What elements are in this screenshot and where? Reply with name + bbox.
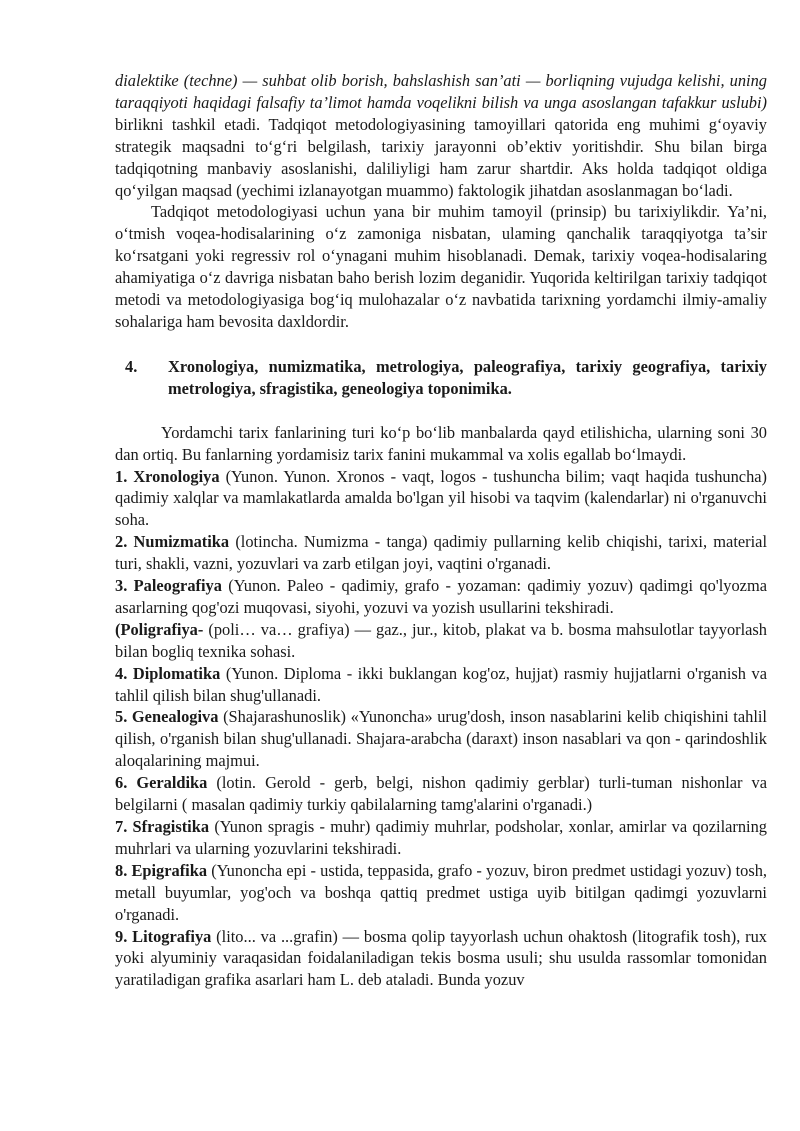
list-item-term: 2. Numizmatika: [115, 532, 230, 552]
list-item: [115, 926, 767, 992]
list-item: [115, 531, 767, 575]
list-item-term: 9. Litografiya: [115, 926, 212, 946]
list-item-term: 5. Genealogiva: [115, 707, 219, 727]
discipline-list: [115, 466, 767, 992]
list-item-description: (lotin. Gerold - gerb, belgi, nishon qadimiy gerblar) turli-tuman nishonlar va belgilarni ( masalan qadimiy turkiy qabilalarning tamg'alarini o'rganadi.): [115, 773, 768, 815]
list-item-description: (Yunon. Yunon. Xronos - vaqt, logos - tushuncha bilim; vaqt haqida tushuncha) qadimiy xalqlar va mamlakatlarda amalda bo'lgan yil hisobi va taqvim (kalendarlar) ni o'rganuvchi soha.: [115, 466, 767, 530]
list-item-description: (Yunon. Diploma - ikki buklangan kog'oz, hujjat) rasmiy hujjatlarni o'rganish va tahlil qilish bilan shug'ullanadi.: [115, 663, 767, 705]
list-item: [115, 772, 767, 816]
list-item-term: 1. Xronologiya: [115, 466, 220, 486]
list-item: [115, 575, 767, 619]
list-item-term: 3. Paleografiya: [115, 576, 222, 596]
section-number: 4.: [125, 356, 138, 376]
paragraph-2: Tadqiqot metodologiyasi uchun yana bir muhim tamoyil (prinsip) bu tarixiylikdir. Ya’ni, o‘tmish voqea-hodisalarining o‘z zamoniga nisbatan, ulaming qanchalik taraqqiyotga ta’sir ko‘rsatgani yoki regressiv rol o‘ynagani muhim hisoblanadi. Demak, tarixiy voqea-hodisalaring ahamiyatiga o‘z davriga nisbatan baho berish lozim deganidir. Yuqorida keltirilgan tarixiy tadqiqot metodi va metodologiyasiga bog‘iq mulohazalar o‘z navbatida tarixning yordamchi ilmiy-amaliy sohalariga ham bevosita daxldordir.: [115, 202, 767, 331]
list-item-term: 7. Sfragistika: [115, 817, 210, 836]
section-heading: [125, 356, 767, 400]
intro-paragraph: Yordamchi tarix fanlarining turi ko‘p bo‘lib manbalarda qayd etilishicha, ularning soni 30 dan ortiq. Bu fanlarning yordamisiz tarix fanini mukammal va xolis egallab bo‘lmaydi.: [115, 422, 767, 464]
list-item-description: (lito... va ...grafin) — bosma qolip tayyorlash uchun ohaktosh (litografik tosh), rux yoki alyuminiy varaqasidan foidalaniladigan tekis bosma usuli; shu usulda rassomlar tomonidan yaratiladigan grafika asarlari ham L. deb ataladi. Bunda yozuv: [115, 926, 767, 990]
list-item: [115, 860, 767, 926]
paragraph-1-text: birlikni tashkil etadi. Tadqiqot metodologiyasining tamoyillari qatorida eng muhimi g‘oyaviy strategik maqsadni to‘g‘ri belgilash, tarixiy jarayonni ob’ektiv yoritishdir. Shu bilan birga tadqiqotning manbaviy asoslanishi, daliliyligi ham zarur shartdir. Aks holda tadqiqot oldiga qo‘yilgan maqsad (yechimi izlanayotgan muammo) faktologik jihatdan asoslanmagan bo‘ladi.: [115, 114, 767, 200]
list-item: [115, 619, 767, 663]
list-item-term: (Poligrafiya-: [115, 619, 204, 639]
document-page: [115, 70, 767, 991]
list-item: [115, 706, 767, 772]
list-item-term: 4. Diplomatika: [115, 663, 221, 683]
list-item: [115, 466, 767, 532]
section-title: Xronologiya, numizmatika, metrologiya, paleografiya, tarixiy geografiya, tarixiy metrologiya, sfragistika, geneologiya toponimika.: [168, 356, 767, 398]
list-item-term: 8. Epigrafika: [115, 860, 208, 880]
list-item-description: (Yunon. Paleo - qadimiy, grafo - yozaman: qadimiy yozuv) qadimgi qo'lyozma asarlarning qog'ozi muqovasi, siyohi, yozuvi va yozish usullarini tekshiradi.: [115, 576, 767, 617]
paragraph-1: [115, 70, 767, 201]
list-item: [115, 663, 767, 707]
list-item: [115, 816, 767, 860]
list-item-description: (poli… va… grafiya) — gaz., jur., kitob, plakat va b. bosma mahsulotlar tayyorlash bilan bogliq texnika sohasi.: [115, 619, 767, 661]
list-item-description: (Shajarashunoslik) «Yunoncha» urug'dosh, inson nasablarini kelib chiqishini tahlil qilish, o'rganish bilan shug'ullanadi. Shajara-arabcha (daraxt) inson nasablari va qon - qarindoshlik aloqalarining majmui.: [115, 707, 767, 771]
list-item-term: 6. Geraldika: [115, 773, 208, 793]
list-item-description: (lotincha. Numizma - tanga) qadimiy pullarning kelib chiqishi, tarixi, material turi, shakli, vazni, yozuvlari va zarb etilgan joyi, vaqtini o'rganadi.: [115, 532, 767, 574]
paragraph-1-italic: dialektike (techne) — suhbat olib borish, bahslashish san’ati — borliqning vujudga kelishi, uning taraqqiyoti haqidagi falsafiy ta’limot hamda voqelikni bilish va unga asoslangan tafakkur uslubi): [115, 71, 767, 112]
list-item-description: (Yunoncha epi - ustida, teppasida, grafo - yozuv, biron predmet ustidagi yozuv) tosh, metall buyumlar, yog'och va boshqa qattiq predmet ustiga uyib bitilgan qadimgi yozuvlarni o'rganadi.: [115, 860, 768, 924]
list-item-description: (Yunon spragis - muhr) qadimiy muhrlar, podsholar, xonlar, amirlar va qozilarning muhrlari va ularning yozuvlarini tekshiradi.: [115, 817, 768, 858]
